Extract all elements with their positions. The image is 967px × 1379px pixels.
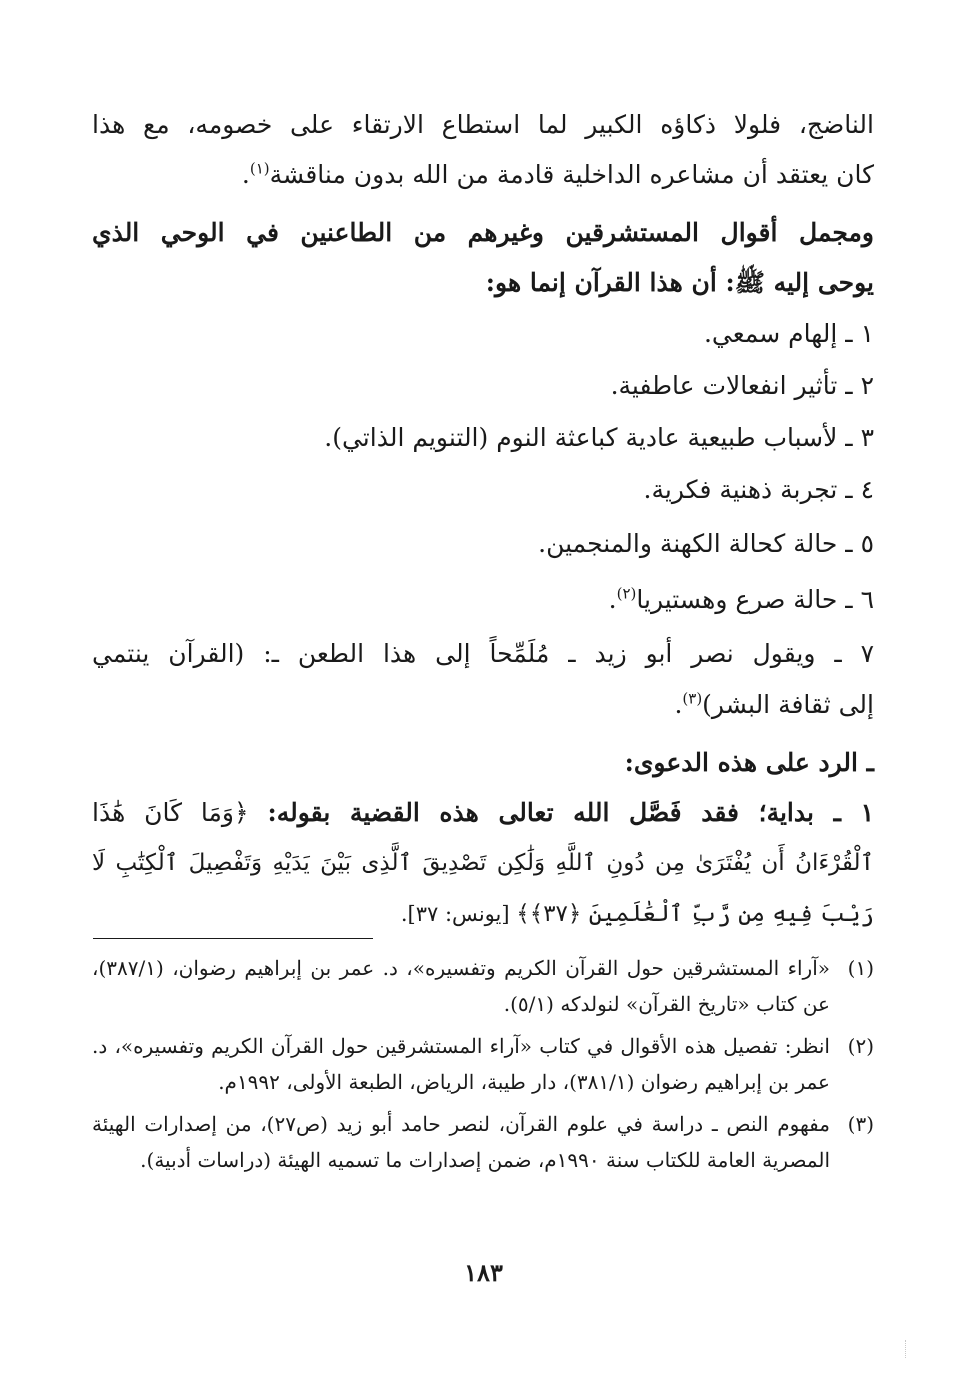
quran-line3-text: رَيْبَ فِيهِ مِن رَّبِّ ٱلْعَٰلَمِينَ ﴿٣٧﴾﴾: [516, 901, 874, 927]
footnote-2-text: انظر: تفصيل هذه الأقوال في كتاب «آراء المستشرقين حول القرآن الكريم وتفسيره»، د. عمر بن إبراهيم رضوان (٣٨١/١)، دار طيبة، الرياض، الطبعة الأولى، ١٩٩٢م.: [92, 1034, 830, 1094]
footnote-1: [92, 950, 874, 1022]
list-item-1: ١ ـ إلهام سمعي.: [703, 319, 874, 348]
footnotes: [92, 950, 874, 1184]
list-item-6: [92, 572, 874, 628]
list-item-7-end: .: [674, 690, 683, 719]
footnote-ref-1[interactable]: (١): [249, 159, 270, 178]
reply1-lead: ١ ـ بداية؛ فقد فَصَّل الله تعالى هذه القضية بقوله:: [267, 798, 874, 827]
quran-line2: ٱلْقُرْءَانُ أَن يُفْتَرَىٰ مِن دُونِ ٱللَّهِ وَلَٰكِن تَصْدِيقَ ٱلَّذِى بَيْنَ يَدَيْهِ وَتَفْصِيلَ ٱلْكِتَٰبِ لَا: [92, 850, 874, 876]
reply1-line1: [92, 788, 874, 838]
footnote-2: [92, 1028, 874, 1100]
list-item-4: ٤ ـ تجربة ذهنية فكرية.: [643, 475, 874, 504]
para1-end: .: [241, 160, 250, 189]
list-item-6-end: .: [608, 585, 617, 614]
list-item-3: ٣ ـ لأسباب طبيعية عادية كباعثة النوم (التنويم الذاتي).: [324, 423, 874, 452]
para1-line2: [92, 150, 874, 200]
footnote-1-text: «آراء المستشرقين حول القرآن الكريم وتفسيره»، د. عمر بن إبراهيم رضوان، (٣٨٧/١)، عن كتاب «تاريخ القرآن» لنولدكه (٥/١).: [92, 956, 830, 1016]
quran-citation: [يونس: ٣٧].: [400, 902, 517, 926]
footnote-1-number: (١): [847, 956, 874, 980]
list-item-7-line2-text: إلى ثقافة البشر): [702, 690, 874, 719]
list-item-7-line2: [92, 680, 874, 730]
list-item-2: ٢ ـ تأثير انفعالات عاطفية.: [610, 371, 874, 400]
page-number: ١٨٣: [464, 1258, 503, 1287]
main-text: [92, 100, 874, 939]
para1-line2-text: كان يعتقد أن مشاعره الداخلية قادمة من الله بدون مناقشة: [269, 160, 874, 189]
footnote-ref-2[interactable]: (٢): [616, 584, 637, 603]
footnote-divider: [93, 938, 373, 939]
quran-opening: ﴿وَمَا كَانَ هَٰذَا: [92, 798, 268, 827]
footnote-2-number: (٢): [847, 1034, 874, 1058]
list-item-5: ٥ ـ حالة كحالة الكهنة والمنجمين.: [538, 529, 874, 558]
footnote-ref-3[interactable]: (٣): [682, 689, 703, 708]
scan-artifact: [905, 1340, 908, 1358]
quran-line3: [92, 888, 874, 939]
footnote-3-number: (٣): [847, 1112, 874, 1136]
para2-line1: ومجمل أقوال المستشرقين وغيرهم من الطاعنين في الوحي الذي: [92, 218, 874, 247]
para2-line2: يوحى إليه ﷺ: أن هذا القرآن إنما هو:: [485, 268, 874, 297]
para1-line1: الناضج، فلولا ذكاؤه الكبير لما استطاع الارتقاء على خصومه، مع هذا: [92, 110, 874, 139]
list-item-7-line1: ٧ ـ ويقول نصر أبو زيد ـ مُلَمِّحاً إلى هذا الطعن ـ: (القرآن ينتمي: [92, 639, 874, 668]
reply-heading: ـ الرد على هذه الدعوى:: [624, 748, 874, 777]
footnote-3-text: مفهوم النص ـ دراسة في علوم القرآن، لنصر حامد أبو زيد (ص٢٧)، من إصدارات الهيئة المصرية العامة للكتاب سنة ١٩٩٠م، ضمن إصدارات ما تسميه الهيئة (دراسات أدبية).: [92, 1112, 830, 1172]
footnote-3: [92, 1106, 874, 1178]
list-item-6-text: ٦ ـ حالة صرع وهستيريا: [636, 585, 874, 614]
